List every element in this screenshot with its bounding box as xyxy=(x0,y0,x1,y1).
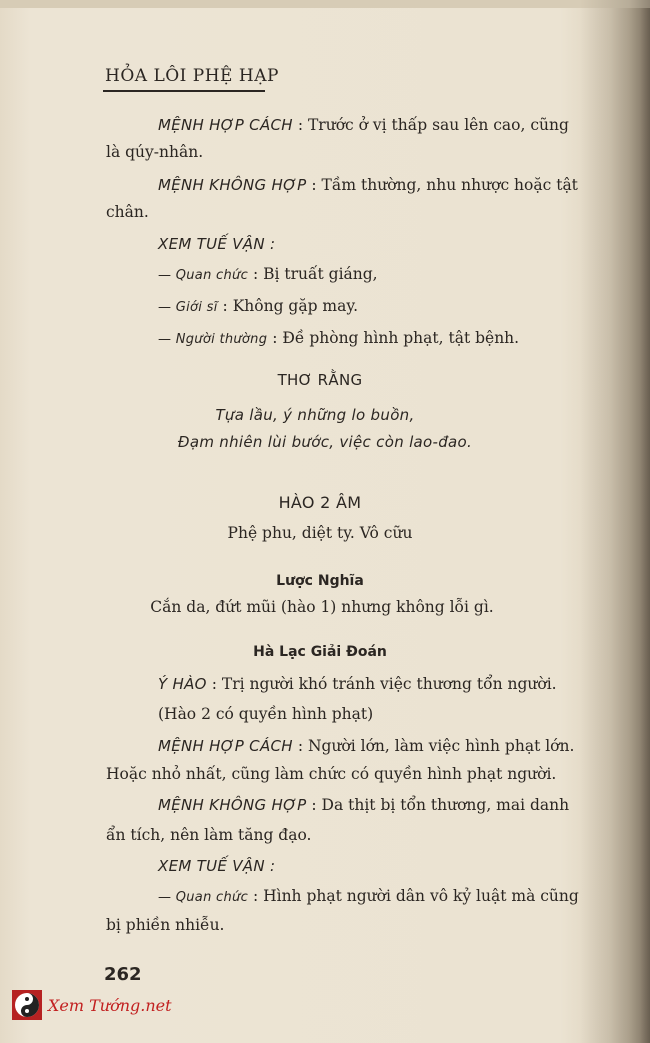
running-header: HỎA LÔI PHỆ HẠP xyxy=(105,66,279,86)
body-line: là qúy-nhân. xyxy=(106,143,204,161)
page-top-edge xyxy=(0,0,650,8)
body-line: (Hào 2 có quyền hình phạt) xyxy=(158,705,374,723)
quan-chuc-text: : Bị truất giáng, xyxy=(252,265,378,283)
menh-khong-hop-label: MỆNH KHÔNG HỢP xyxy=(158,176,307,194)
body-line: Hoặc nhỏ nhất, cũng làm chức có quyền hình phạt người. xyxy=(106,765,557,783)
quan-chuc-line xyxy=(158,265,378,283)
menh-hop-cach-label: MỆNH HỢP CÁCH xyxy=(158,116,293,134)
gioi-si-line xyxy=(158,297,358,315)
y-hao-text: : Trị người khó tránh việc thương tổn người. xyxy=(211,675,557,693)
body-line: chân. xyxy=(106,203,149,221)
menh-hop-cach-line xyxy=(158,116,569,134)
nguoi-thuong-label: — Người thường xyxy=(158,332,268,347)
poem-title: THƠ RẰNG xyxy=(277,371,363,389)
xem-tue-van-heading: XEM TUẾ VẬN : xyxy=(158,235,276,253)
poem-line-1: Tựa lầu, ý những lo buồn, xyxy=(215,406,415,424)
quan-chuc-text: : Hình phạt người dân vô kỷ luật mà cũng xyxy=(252,887,579,905)
nguoi-thuong-line xyxy=(158,329,519,347)
menh-khong-hop-line-2 xyxy=(158,796,569,814)
menh-khong-hop-line xyxy=(158,176,578,194)
page-number: 262 xyxy=(104,964,142,985)
menh-hop-cach-line-2 xyxy=(158,737,574,755)
y-hao-label: Ý HÀO xyxy=(158,675,207,693)
body-line: ẩn tích, nên làm tăng đạo. xyxy=(106,826,312,844)
menh-khong-hop-text: : Tầm thường, nhu nhược hoặc tật xyxy=(311,176,578,194)
quan-chuc-label: — Quan chức xyxy=(158,268,249,283)
quan-chuc-line-2 xyxy=(158,887,579,905)
section-title: HÀO 2 ÂM xyxy=(278,493,362,512)
quan-chuc-label: — Quan chức xyxy=(158,890,249,905)
body-line: bị phiền nhiễu. xyxy=(106,916,225,934)
menh-khong-hop-text: : Da thịt bị tổn thương, mai danh xyxy=(311,796,570,814)
luoc-nghia-title: Lược Nghĩa xyxy=(276,573,364,589)
menh-hop-cach-text: : Trước ở vị thấp sau lên cao, cũng xyxy=(297,116,569,134)
section-subtitle: Phệ phu, diệt ty. Vô cữu xyxy=(227,524,413,542)
poem-line-2: Đạm nhiên lùi bước, việc còn lao-đao. xyxy=(177,433,473,451)
ha-lac-title: Hà Lạc Giải Đoán xyxy=(253,644,387,660)
luoc-nghia-text: Cắn da, đứt mũi (hào 1) nhưng không lỗi gì. xyxy=(150,598,494,616)
page-gutter-shadow xyxy=(580,0,650,1043)
header-underline xyxy=(103,90,265,92)
menh-hop-cach-label: MỆNH HỢP CÁCH xyxy=(158,737,293,755)
menh-hop-cach-text: : Người lớn, làm việc hình phạt lớn. xyxy=(297,737,575,755)
xem-tue-van-heading-2: XEM TUẾ VẬN : xyxy=(158,857,276,875)
menh-khong-hop-label: MỆNH KHÔNG HỢP xyxy=(158,796,307,814)
yin-yang-icon xyxy=(12,990,42,1020)
site-logo xyxy=(12,990,172,1024)
y-hao-line xyxy=(158,675,557,693)
logo-text: Xem Tướng.net xyxy=(48,996,172,1015)
gioi-si-label: — Giới sĩ xyxy=(158,300,218,315)
nguoi-thuong-text: : Đề phòng hình phạt, tật bệnh. xyxy=(272,329,520,347)
gioi-si-text: : Không gặp may. xyxy=(222,297,358,315)
